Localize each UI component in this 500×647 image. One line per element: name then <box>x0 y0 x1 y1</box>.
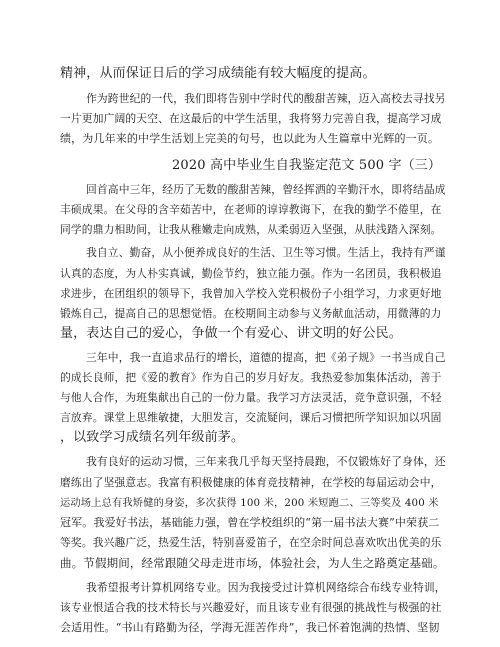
body-text-line: 三年中，我一直追求品行的增长，道德的提高，把《弟子规》一书当成自己 <box>86 351 446 364</box>
body-text-line: 一片更加广阔的天空、在这最后的中学生活里，我将努力完善自我，提高学习成 <box>60 112 442 125</box>
body-text-line: 我有良好的运动习惯，三年来我几乎每天坚持晨跑，不仅锻炼好了身体，还 <box>86 455 446 468</box>
body-text-line: 曲。节假期间，经常跟随父母走进市场，体验社会，为人生之路奠定基础。 <box>60 556 445 570</box>
body-text-line: 认真的态度，为人朴实真诚，勤俭节约，独立能力强。作为一名团员，我积极追 <box>60 267 442 280</box>
body-text-line: ，以致学习成绩名列年级前茅。 <box>60 430 245 445</box>
body-text-line: 磨练出了坚强意志。我富有积极健康的体育竞技精神，在学校的每届运动会中， <box>60 476 442 489</box>
body-text-line: 等奖。我兴趣广泛，热爱生活，特别喜爱笛子，在空余时间总喜欢吹出优美的乐 <box>60 536 442 549</box>
body-text-line: 绩，为几年来的中学生活划上完美的句号，也以此为人生篇章中光辉的一页。 <box>60 132 440 145</box>
body-text-line: 我希望报考计算机网络专业。因为我接受过计算机网络综合布线专业特训， <box>86 581 446 594</box>
body-text-line: 该专业恨适合我的技术特长与兴趣爱好，而且该专业有很强的挑战性与极强的社 <box>60 601 442 614</box>
section-title: 2020 高中毕业生自我鉴定范文 500 字（三） <box>172 158 442 173</box>
body-text-line: 同学的鼎力相助间，让我从稚嫩走向成熟，从柔弱迈入坚强，从肤浅踏入深刻。 <box>60 223 442 236</box>
body-text-line: 回首高中三年，经历了无数的酸甜苦辣，曾经挥洒的辛勤汗水，即将结晶成 <box>86 183 446 196</box>
body-text-line: 言放弃。课堂上思维敏捷，大胆发言，交流疑问，课后习惯把所学知识加以巩固 <box>60 411 442 424</box>
body-text-line: 量，表达自己的爱心，争做一个有爱心、讲文明的好公民。 <box>60 326 402 341</box>
body-text-line: 作为跨世纪的一代，我们即将告别中学时代的酸甜苦辣，迈入高校去寻找另 <box>86 92 446 105</box>
body-text-line: 锻炼自己，提高自己的思想觉悟。在校期间主动参与义务献血活动，用微薄的力 <box>60 307 442 320</box>
body-text-line: 丰硕成果。在父母的含辛茹苦中，在老师的谆谆教诲下，在我的勤学不倦里，在 <box>60 203 442 216</box>
body-text-line: 求进步，在团组织的领导下，我曾加入学校入党积极份子小组学习，力求更好地 <box>60 287 442 300</box>
body-text-line: 的成长良师，把《爱的教育》作为自己的岁月好友。我热爱参加集体活动，善于 <box>60 371 442 384</box>
body-text-line: 运动场上总有我矫健的身姿，多次获得 100 米，200 米短跑二、三等奖及 400 米 <box>60 497 439 509</box>
body-text-line: 冠军。我爱好书法，基础能力强，曾在学校组织的“第一届书法大赛”中荣获二 <box>60 516 440 529</box>
body-text-line: 我自立、勤奋，从小便养成良好的生活、卫生等习惯。生活上，我持有严谨 <box>86 246 446 259</box>
body-text-line: 精神，从而保证日后的学习成绩能有较大幅度的提高。 <box>60 66 376 81</box>
body-text-line: 与他人合作，为班集献出自己的一份力量。我学习方法灵活，竞争意识强，不轻 <box>60 391 442 404</box>
body-text-line: 会适用性。“书山有路勤为径，学海无涯苦作舟”，我已怀着饱满的热情、坚韧 <box>60 621 440 634</box>
